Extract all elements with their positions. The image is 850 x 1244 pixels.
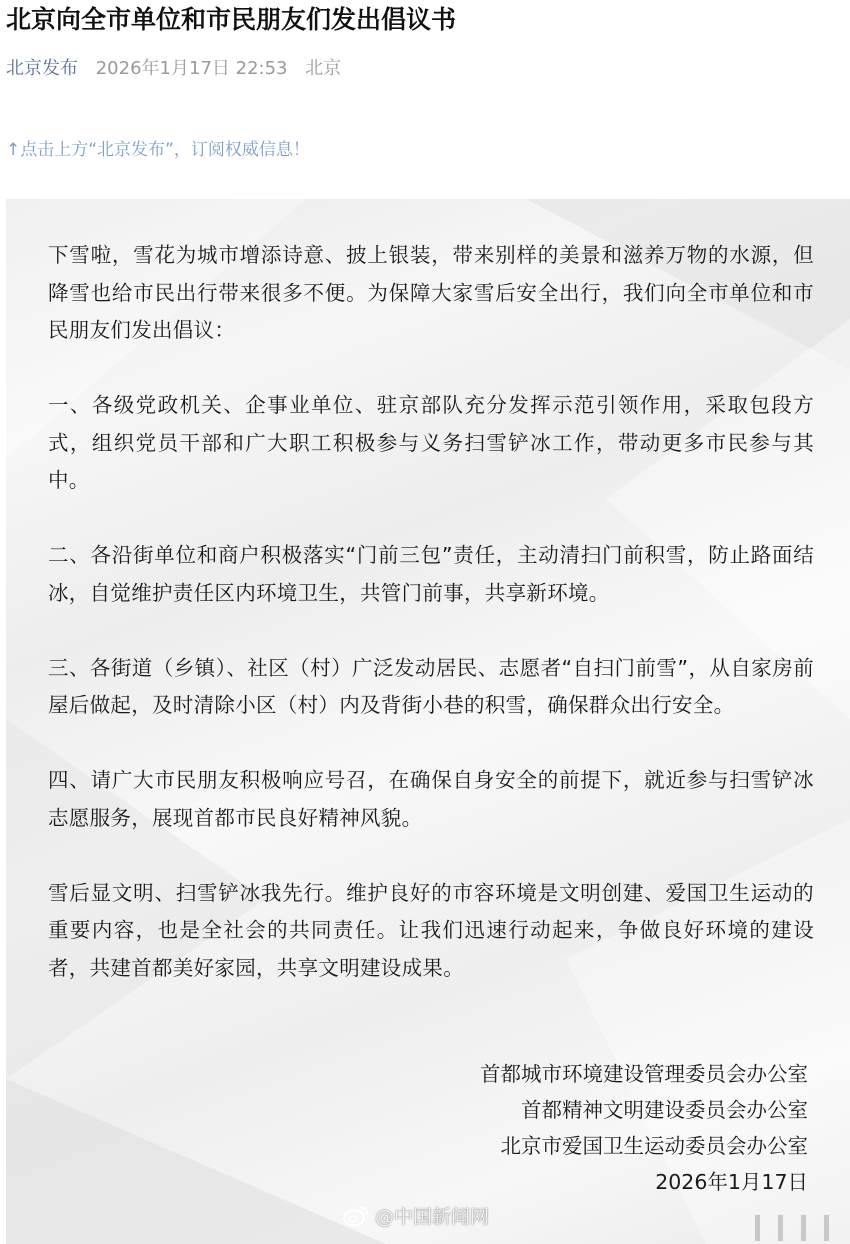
weibo-icon — [343, 1205, 369, 1227]
watermark-text: @中国新闻网 — [375, 1206, 490, 1228]
source-watermark — [343, 1202, 489, 1229]
proposal-letter-image — [6, 199, 850, 1244]
signatory-3: 北京市爱国卫生运动委员会办公室 — [500, 1134, 808, 1158]
more-bar-icon — [778, 1215, 783, 1241]
letter-paragraph-2: 二、各沿街单位和商户积极落实“门前三包”责任，主动清扫门前积雪，防止路面结冰，自觉维护责任区内环境卫生，共管门前事，共享新环境。 — [48, 543, 814, 605]
article-meta — [6, 57, 341, 81]
letter-paragraph-3: 三、各街道（乡镇）、社区（村）广泛发动居民、志愿者“自扫门前雪”，从自家房前屋后做起，及时清除小区（村）内及背街小巷的积雪，确保群众出行安全。 — [48, 655, 814, 717]
letter-date: 2026年1月17日 — [655, 1170, 808, 1194]
account-name-link[interactable]: 北京发布 — [6, 58, 78, 79]
more-bar-icon — [824, 1215, 829, 1241]
letter-paragraph-closing: 雪后显文明、扫雪铲冰我先行。维护良好的市容环境是文明创建、爱国卫生运动的重要内容，也是全社会的共同责任。让我们迅速行动起来，争做良好环境的建设者，共建首都美好家园，共享文明建设成果。 — [48, 880, 814, 980]
letter-paragraph-1: 一、各级党政机关、企事业单位、驻京部队充分发挥示范引领作用，采取包段方式，组织党员干部和广大职工积极参与义务扫雪铲冰工作，带动更多市民参与其中。 — [48, 393, 814, 492]
letter-body — [48, 237, 814, 1025]
letter-signature — [480, 1056, 808, 1200]
publish-location: 北京 — [305, 58, 342, 79]
subscribe-hint-link[interactable]: ↑点击上方“北京发布”，订阅权威信息！ — [6, 140, 310, 160]
letter-paragraph-intro: 下雪啦，雪花为城市增添诗意、披上银装，带来别样的美景和滋养万物的水源，但降雪也给市民出行带来很多不便。为保障大家雪后安全出行，我们向全市单位和市民朋友们发出倡议： — [48, 243, 814, 342]
more-bar-icon — [755, 1215, 760, 1241]
more-options-button[interactable] — [755, 1215, 829, 1241]
signatory-2: 首都精神文明建设委员会办公室 — [521, 1098, 808, 1122]
letter-paragraph-4: 四、请广大市民朋友积极响应号召，在确保自身安全的前提下，就近参与扫雪铲冰志愿服务，展现首都市民良好精神风貌。 — [48, 768, 814, 830]
signatory-1: 首都城市环境建设管理委员会办公室 — [480, 1062, 808, 1086]
more-bar-icon — [801, 1215, 806, 1241]
publish-datetime: 2026年1月17日 22:53 — [95, 58, 288, 79]
article-title: 北京向全市单位和市民朋友们发出倡议书 — [6, 5, 457, 34]
